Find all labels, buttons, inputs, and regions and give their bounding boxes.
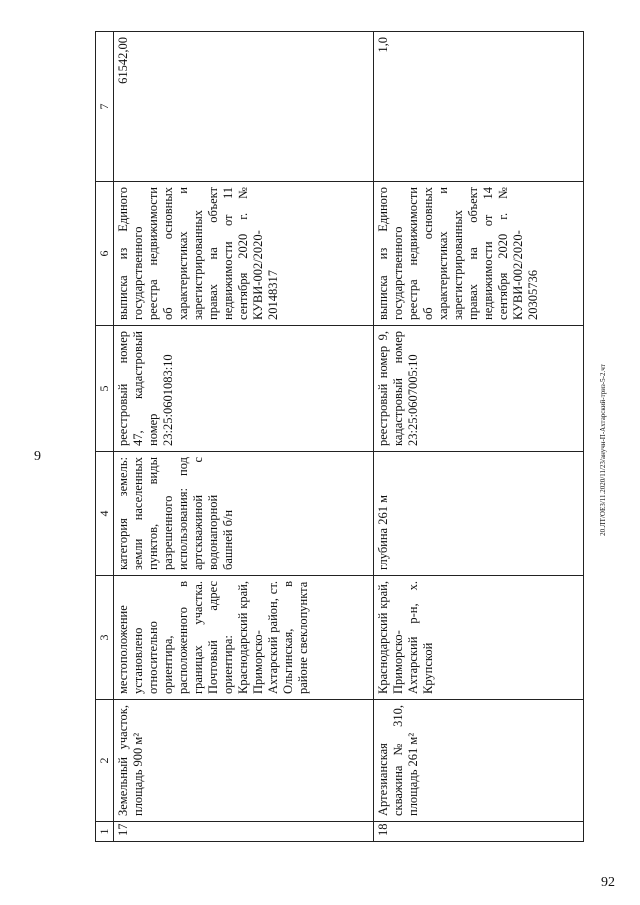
object-value: 61542,00 [114,32,374,182]
object-value: 1,0 [374,32,584,182]
row-number: 18 [374,822,584,842]
header-cell: 2 [96,700,114,822]
rotated-table-sheet [95,32,595,842]
table-row [374,32,584,842]
object-location: местоположение установлено относительно ориентира, расположенного в границах участка. Почтовый адрес ориентира: Краснодарский край, Приморско-Ахтарский район, ст. Ольгинская, в районе свеклопункта [114,576,374,700]
object-location: Краснодарский край, Приморско-Ахтарский р-н, х. Крупской [374,576,584,700]
page-number: 9 [34,449,41,464]
header-cell: 4 [96,452,114,576]
object-name: Земельный участок, площадь 900 м² [114,700,374,822]
row-number: 17 [114,822,374,842]
object-name: Артезианская скважина № 310, площадь 261 м² [374,700,584,822]
basis-document: выписка из Единого государственного реестра недвижимости об основных характеристиках и зарегистрированных правах на объект недвижимости от 11 сентября 2020 г. № КУВИ-002/2020-20148317 [114,182,374,326]
object-characteristics: категория земель: земли населенных пунктов, виды разрешенного использования: под артскважиной с водонапорной башней б/н [114,452,374,576]
table-rotation-frame [95,32,595,842]
registry-number: реестровый номер 9, кадастровый номер 23:25:0607005:10 [374,326,584,452]
header-row [96,32,114,842]
header-cell: 7 [96,32,114,182]
property-table [95,31,584,842]
basis-document: выписка из Единого государственного реестра недвижимости об основных характеристиках и зарегистрированных правах на объект недвижимости от 14 сентября 2020 г. № КУВИ-002/2020-20305736 [374,182,584,326]
side-note: 20.ЛТ/ОЕЗ/11.2020/11/23/анучн-П-Ахтарский-триз-5-2.чт [599,364,607,536]
header-cell: 6 [96,182,114,326]
registry-number: реестровый номер 47, кадастровый номер 23:25:0601083:10 [114,326,374,452]
header-cell: 1 [96,822,114,842]
object-characteristics: глубина 261 м [374,452,584,576]
table-row [114,32,374,842]
footer-number: 92 [601,875,615,890]
header-cell: 3 [96,576,114,700]
header-cell: 5 [96,326,114,452]
